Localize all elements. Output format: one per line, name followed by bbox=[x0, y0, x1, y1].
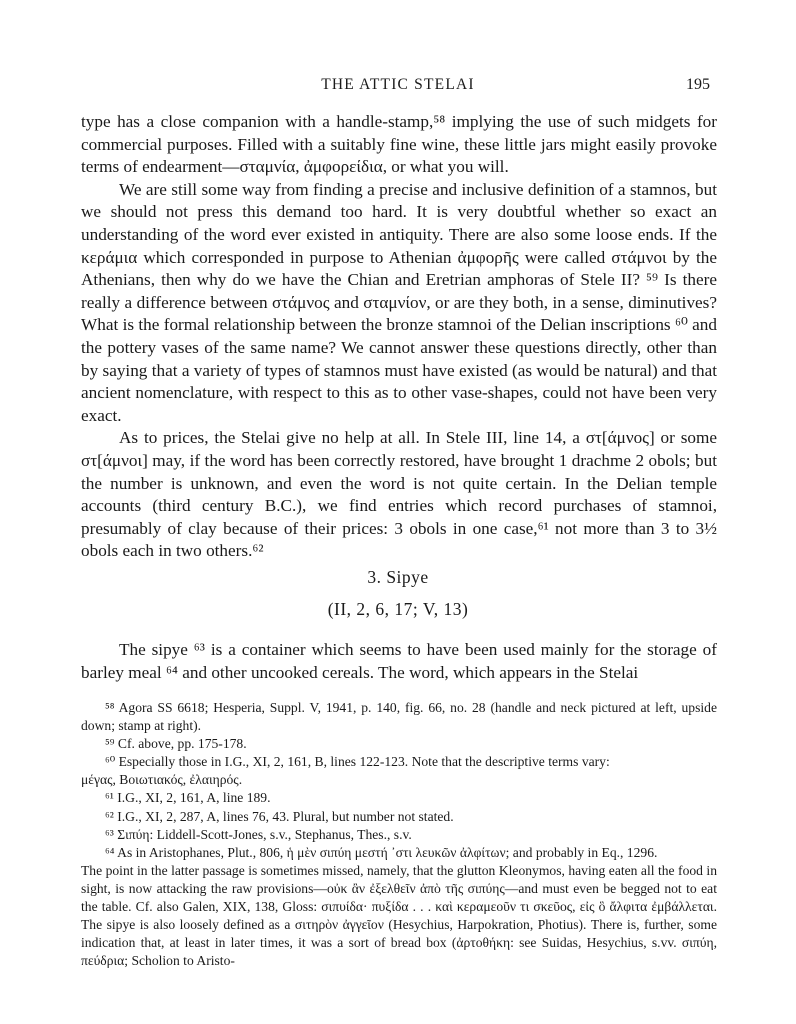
footnote-63: ⁶³ Σιπύη: Liddell-Scott-Jones, s.v., Stephanus, Thes., s.v. bbox=[105, 826, 412, 842]
footnote-64-continued: The point in the latter passage is sometimes missed, namely, that the glutton Kleonymos, having eaten all the food in sight, is now attacking the raw provisions—οὐκ ἂν ἐξελθεῖν ἀπὸ τῆς σιπύης—and must even be begged not to eat the table. Cf. also Galen, XIX, 138, Gloss: σιπυίδα· πυξίδα . . . καὶ κεραμεοῦν τι σκεῦος, εἰς ὃ ἄλφιτα ἐμβάλλεται. The sipye is also loosely defined as a σιτηρὸν ἀγγεῖον (Hesychius, Harpokration, Photius). There is, further, some indication that, at least in later times, it was a sort of bread box (ἀρτοθήκη: see Suidas, Hesychius, s.vv. σιπύη, πεύδρια; Scholion to Aristo- bbox=[81, 862, 717, 969]
paragraph-3: As to prices, the Stelai give no help at all. In Stele III, line 14, a στ[άμνος] or some στ[άμνοι] may, if the word has been correctly restored, have brought 1 drachme 2 obols; but the number is unknown, and even the word is not quite certain. In the Delian temple accounts (third century B.C.), we find entries which record purchases of stamnoi, presumably of clay because of their prices: 3 obols in one case,⁶¹ not more than 3 to 3½ obols each in two others.⁶² bbox=[81, 428, 717, 561]
section-subheading: (II, 2, 6, 17; V, 13) bbox=[327, 599, 469, 619]
footnote-59: ⁵⁹ Cf. above, pp. 175-178. bbox=[105, 736, 247, 752]
footnotes bbox=[81, 699, 717, 970]
section-heading: 3. Sipye bbox=[367, 567, 429, 587]
paragraph-2: We are still some way from finding a precise and inclusive definition of a stamnos, but we should not press this demand too hard. It is very doubtful whether so exact an understanding of the word ever existed in antiquity. There are also some loose ends. If the κεράμια which corresponded in purpose to Athenian ἀμφορῆς were called στάμνοι by the Athenians, then why do we have the Chian and Eretrian amphoras of Stele II? ⁵⁹ Is there really a difference between στάμνος and σταμνίον, or are they both, in a sense, diminutives? What is the formal relationship between the bronze stamnoi of the Delian inscriptions ⁶⁰ and the pottery vases of the same name? We cannot answer these questions directly, other than by saying that a variety of types of stamnos must have existed (as would be natural) and that ancient nomenclature, with respect to this as to other vase-shapes, could not have been very exact. bbox=[81, 179, 717, 425]
footnote-60: ⁶⁰ Especially those in I.G., XI, 2, 161, B, lines 122-123. Note that the descriptive terms vary: bbox=[105, 754, 610, 770]
running-title: THE ATTIC STELAI bbox=[321, 76, 475, 93]
running-head bbox=[0, 74, 796, 98]
footnote-61: ⁶¹ I.G., XI, 2, 161, A, line 189. bbox=[105, 790, 271, 806]
paragraph-1: type has a close companion with a handle-stamp,⁵⁸ implying the use of such midgets for commercial purposes. Filled with a suitably fine wine, these little jars might easily provoke terms of endearment—σταμνία, ἀμφορείδια, or what you will. bbox=[81, 112, 717, 177]
section-paragraph: The sipye ⁶³ is a container which seems to have been used mainly for the storage of barley meal ⁶⁴ and other uncooked cereals. The word, which appears in the Stelai bbox=[81, 640, 717, 682]
footnote-62: ⁶² I.G., XI, 2, 287, A, lines 76, 43. Plural, but number not stated. bbox=[105, 808, 454, 824]
main-text bbox=[81, 111, 717, 563]
footnote-60-continued: μέγας, Βοιωτιακός, ἐλαιηρός. bbox=[81, 772, 243, 788]
footnote-64: ⁶⁴ As in Aristophanes, Plut., 806, ἡ μὲν σιπύη μεστή ᾽στι λευκῶν ἀλφίτων; and probably in Eq., 1296. bbox=[105, 844, 658, 860]
page-number: 195 bbox=[686, 76, 710, 93]
footnote-58: ⁵⁸ Agora SS 6618; Hesperia, Suppl. V, 1941, p. 140, fig. 66, no. 28 (handle and neck pictured at left, upside down; stamp at right). bbox=[81, 700, 717, 734]
